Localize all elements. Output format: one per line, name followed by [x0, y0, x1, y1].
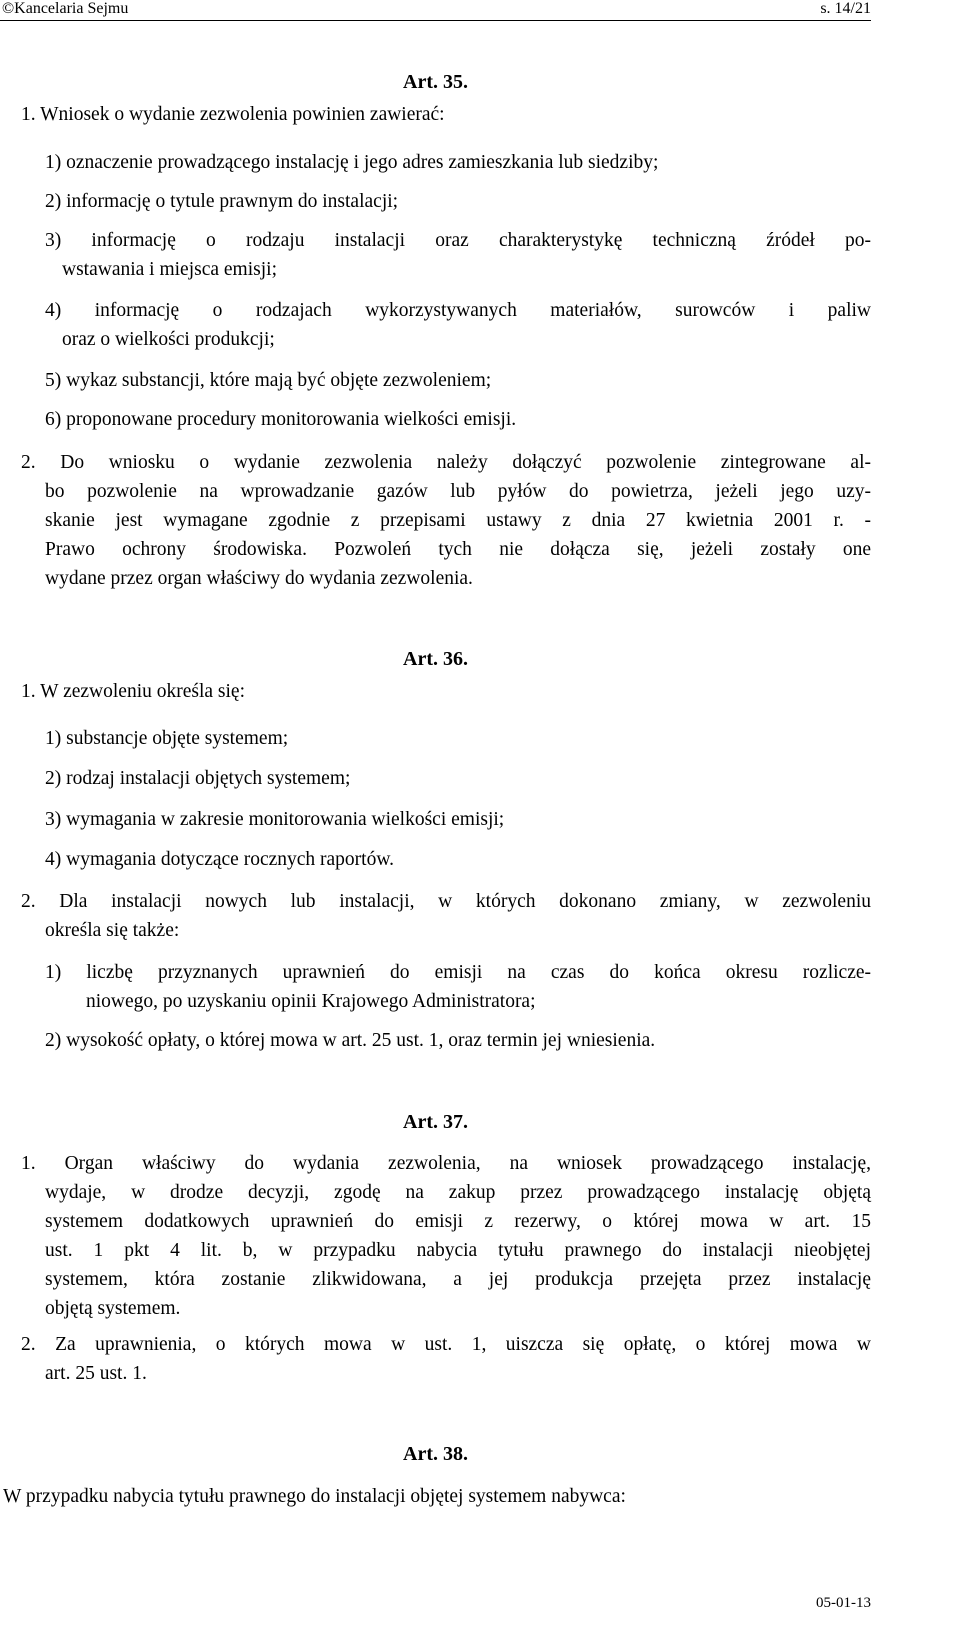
footer-date: 05-01-13	[816, 1595, 871, 1611]
article-37-title: Art. 37.	[403, 1111, 468, 1133]
art36-item-1: 1) substancje objęte systemem;	[45, 728, 289, 749]
art37-paragraph-2: 2. Za uprawnienia, o których mowa w ust. 1, uiszcza się opłatę, o której mowa w art. 25 ust. 1.	[21, 1334, 871, 1384]
art36-item-3: 3) wymagania w zakresie monitorowania wielkości emisji;	[45, 809, 505, 830]
article-38-title: Art. 38.	[403, 1443, 468, 1465]
art36-paragraph-1-intro: 1. W zezwoleniu określa się:	[21, 681, 246, 702]
art36-p2-item-2: 2) wysokość opłaty, o której mowa w art. 25 ust. 1, oraz termin jej wniesienia.	[45, 1030, 656, 1051]
art36-item-4: 4) wymagania dotyczące rocznych raportów.	[45, 849, 395, 870]
art35-item-1: 1) oznaczenie prowadzącego instalację i jego adres zamieszkania lub siedziby;	[45, 152, 659, 173]
art36-p2-item-1: 1) liczbę przyznanych uprawnień do emisji na czas do końca okresu rozlicze- niowego, po uzyskaniu opinii Krajowego Administratora;	[45, 962, 871, 1012]
art35-paragraph-1-intro: 1. Wniosek o wydanie zezwolenia powinien zawierać:	[21, 104, 445, 125]
art35-item-6: 6) proponowane procedury monitorowania wielkości emisji.	[45, 409, 517, 430]
page-number: s. 14/21	[820, 0, 871, 17]
art36-paragraph-2: 2. Dla instalacji nowych lub instalacji, w których dokonano zmiany, w zezwoleniu określa się także:	[21, 891, 871, 941]
art36-item-2: 2) rodzaj instalacji objętych systemem;	[45, 768, 351, 789]
art35-item-2: 2) informację o tytule prawnym do instalacji;	[45, 191, 399, 212]
article-35-title: Art. 35.	[403, 71, 468, 93]
art35-item-3: 3) informację o rodzaju instalacji oraz charakterystykę techniczną źródeł po- wstawania i miejsca emisji;	[45, 230, 871, 280]
art35-item-4: 4) informację o rodzajach wykorzystywanych materiałów, surowców i paliw oraz o wielkości produkcji;	[45, 300, 871, 350]
art38-paragraph: W przypadku nabycia tytułu prawnego do instalacji objętej systemem nabywca:	[3, 1486, 626, 1507]
art35-item-5: 5) wykaz substancji, które mają być objęte zezwoleniem;	[45, 370, 492, 391]
art35-paragraph-2: 2. Do wniosku o wydanie zezwolenia należy dołączyć pozwolenie zintegrowane al- bo pozwolenie na wprowadzanie gazów lub pyłów do powietrza, jeżeli jego uzy- skanie jest wymagane zgodnie z przepisami ustawy z dnia 27 kwietnia 2001 r. - Prawo ochrony środowiska. Pozwoleń tych nie dołącza się, jeżeli zostały one wydane przez organ właściwy do wydania zezwolenia.	[21, 452, 871, 589]
article-36-title: Art. 36.	[403, 648, 468, 670]
page-header	[0, 0, 871, 21]
publisher-label: ©Kancelaria Sejmu	[2, 0, 129, 17]
art37-paragraph-1: 1. Organ właściwy do wydania zezwolenia, na wniosek prowadzącego instalację, wydaje, w drodze decyzji, zgodę na zakup przez prowadzącego instalację objętą systemem dodatkowych uprawnień do emisji z rezerwy, o której mowa w art. 15 ust. 1 pkt 4 lit. b, w przypadku nabycia tytułu prawnego do instalacji nieobjętej systemem, która zostanie zlikwidowana, a jej produkcja przejęta przez instalację objętą systemem.	[21, 1153, 871, 1319]
